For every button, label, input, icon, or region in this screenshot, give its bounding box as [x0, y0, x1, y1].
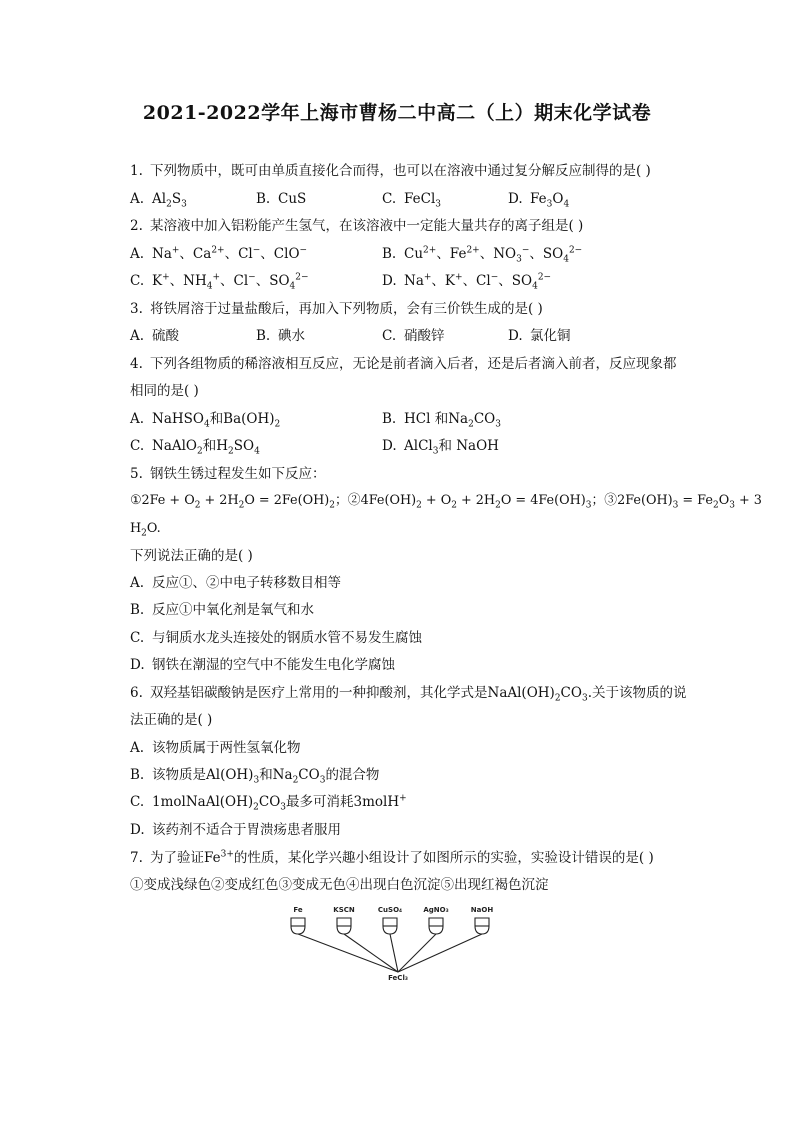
- reagent-label-kscn: KSCN: [333, 906, 355, 914]
- reagent-label-fe: Fe: [293, 906, 303, 914]
- question-7: 7. 为了验证$Fe^{3+}$的性质，某化学兴趣小组设计了如图所示的实验，实验设计错误的是( ): [130, 849, 654, 866]
- q5-option-a: A. 反应①、②中电子转移数目相等: [130, 575, 341, 591]
- q3-option-b: B. 碘水: [256, 328, 305, 344]
- q3-option-a: A. 硫酸: [130, 328, 179, 344]
- q3-option-c: C. 硝酸锌: [382, 328, 445, 344]
- q6-option-b: B. 该物质是$Al(OH)_3$和$Na_2CO_3$的混合物: [130, 767, 380, 786]
- question-5: 5. 钢铁生锈过程发生如下反应：: [130, 466, 326, 482]
- q1-option-a: A. $Al_2S_3$: [130, 191, 187, 210]
- question-3: 3. 将铁屑溶于过量盐酸后，再加入下列物质，会有三价铁生成的是( ): [130, 301, 543, 317]
- bottom-label-fecl3: FeCl₃: [388, 974, 408, 982]
- question-2: 2. 某溶液中加入铝粉能产生氢气，在该溶液中一定能大量共存的离子组是( ): [130, 218, 584, 234]
- page-title: 2021-2022学年上海市曹杨二中高二（上）期末化学试卷: [142, 102, 652, 124]
- q3-option-d: D. 氯化铜: [508, 328, 571, 344]
- question-4-cont: 相同的是( ): [130, 383, 199, 399]
- q5-ask: 下列说法正确的是( ): [130, 548, 253, 564]
- q5-reactions-cont: $H_2O$.: [130, 521, 161, 539]
- q5-option-d: D. 钢铁在潮湿的空气中不能发生电化学腐蚀: [130, 657, 395, 673]
- experiment-diagram: [284, 902, 512, 982]
- q2-option-d: D. Na+、K+、Cl−、$SO_4^{2-}$: [382, 272, 552, 292]
- q5-option-c: C. 与铜质水龙头连接处的钢质水管不易发生腐蚀: [130, 630, 422, 646]
- q1-option-c: C. FeCl$_3$: [382, 191, 441, 210]
- reagent-label-agno3: AgNO₃: [423, 906, 449, 914]
- reagent-label-naoh: NaOH: [470, 906, 494, 914]
- question-4: 4. 下列各组物质的稀溶液相互反应，无论是前者滴入后者，还是后者滴入前者，反应现象都: [130, 356, 677, 372]
- q4-option-d: D. AlCl$_3$和 NaOH: [382, 438, 499, 457]
- question-1: 1. 下列物质中，既可由单质直接化合而得，也可以在溶液中通过复分解反应制得的是( ): [130, 163, 651, 179]
- q1-option-b: B. CuS: [256, 191, 307, 207]
- q5-option-b: B. 反应①中氧化剂是氧气和水: [130, 602, 314, 618]
- q2-option-a: A. Na+、$Ca^{2+}$、Cl−、ClO−: [130, 245, 308, 262]
- q4-option-a: A. NaHSO$_4$和$Ba(OH)_2$: [130, 411, 281, 430]
- q6-option-d: D. 该药剂不适合于胃溃疡患者服用: [130, 822, 341, 838]
- q2-option-c: C. K+、$NH_4^+$、Cl−、$SO_4^{2-}$: [130, 272, 309, 292]
- q2-option-b: B. $Cu^{2+}$、$Fe^{2+}$、$NO_3^-$、$SO_4^{2-}$: [382, 245, 583, 265]
- q6-option-c: C. $1molNaAl(OH)_2CO_3$最多可消耗3molH+: [130, 793, 407, 813]
- q4-option-c: C. NaAlO$_2$和$H_2SO_4$: [130, 438, 260, 457]
- q5-reactions: ①2Fe + $O_2 + 2H_2O = 2Fe(OH)_2$；$②4Fe(OH)_2 + O_2 + 2H_2O = 4Fe(OH)_3$；$③2Fe(OH)_3 = Fe_2O_3 + 3$: [130, 493, 762, 511]
- q1-option-d: D. $Fe_3O_4$: [508, 191, 570, 210]
- question-6: 6. 双羟基铝碳酸钠是医疗上常用的一种抑酸剂，其化学式是$NaAl(OH)_2CO_3$.关于该物质的说: [130, 685, 687, 704]
- q7-observations: ①变成浅绿色②变成红色③变成无色④出现白色沉淀⑤出现红褐色沉淀: [130, 877, 549, 893]
- question-6-cont: 法正确的是( ): [130, 712, 213, 728]
- q6-option-a: A. 该物质属于两性氢氧化物: [130, 740, 301, 756]
- reagent-label-cuso4: CuSO₄: [377, 906, 403, 914]
- q4-option-b: B. HCl 和$Na_2CO_3$: [382, 411, 501, 430]
